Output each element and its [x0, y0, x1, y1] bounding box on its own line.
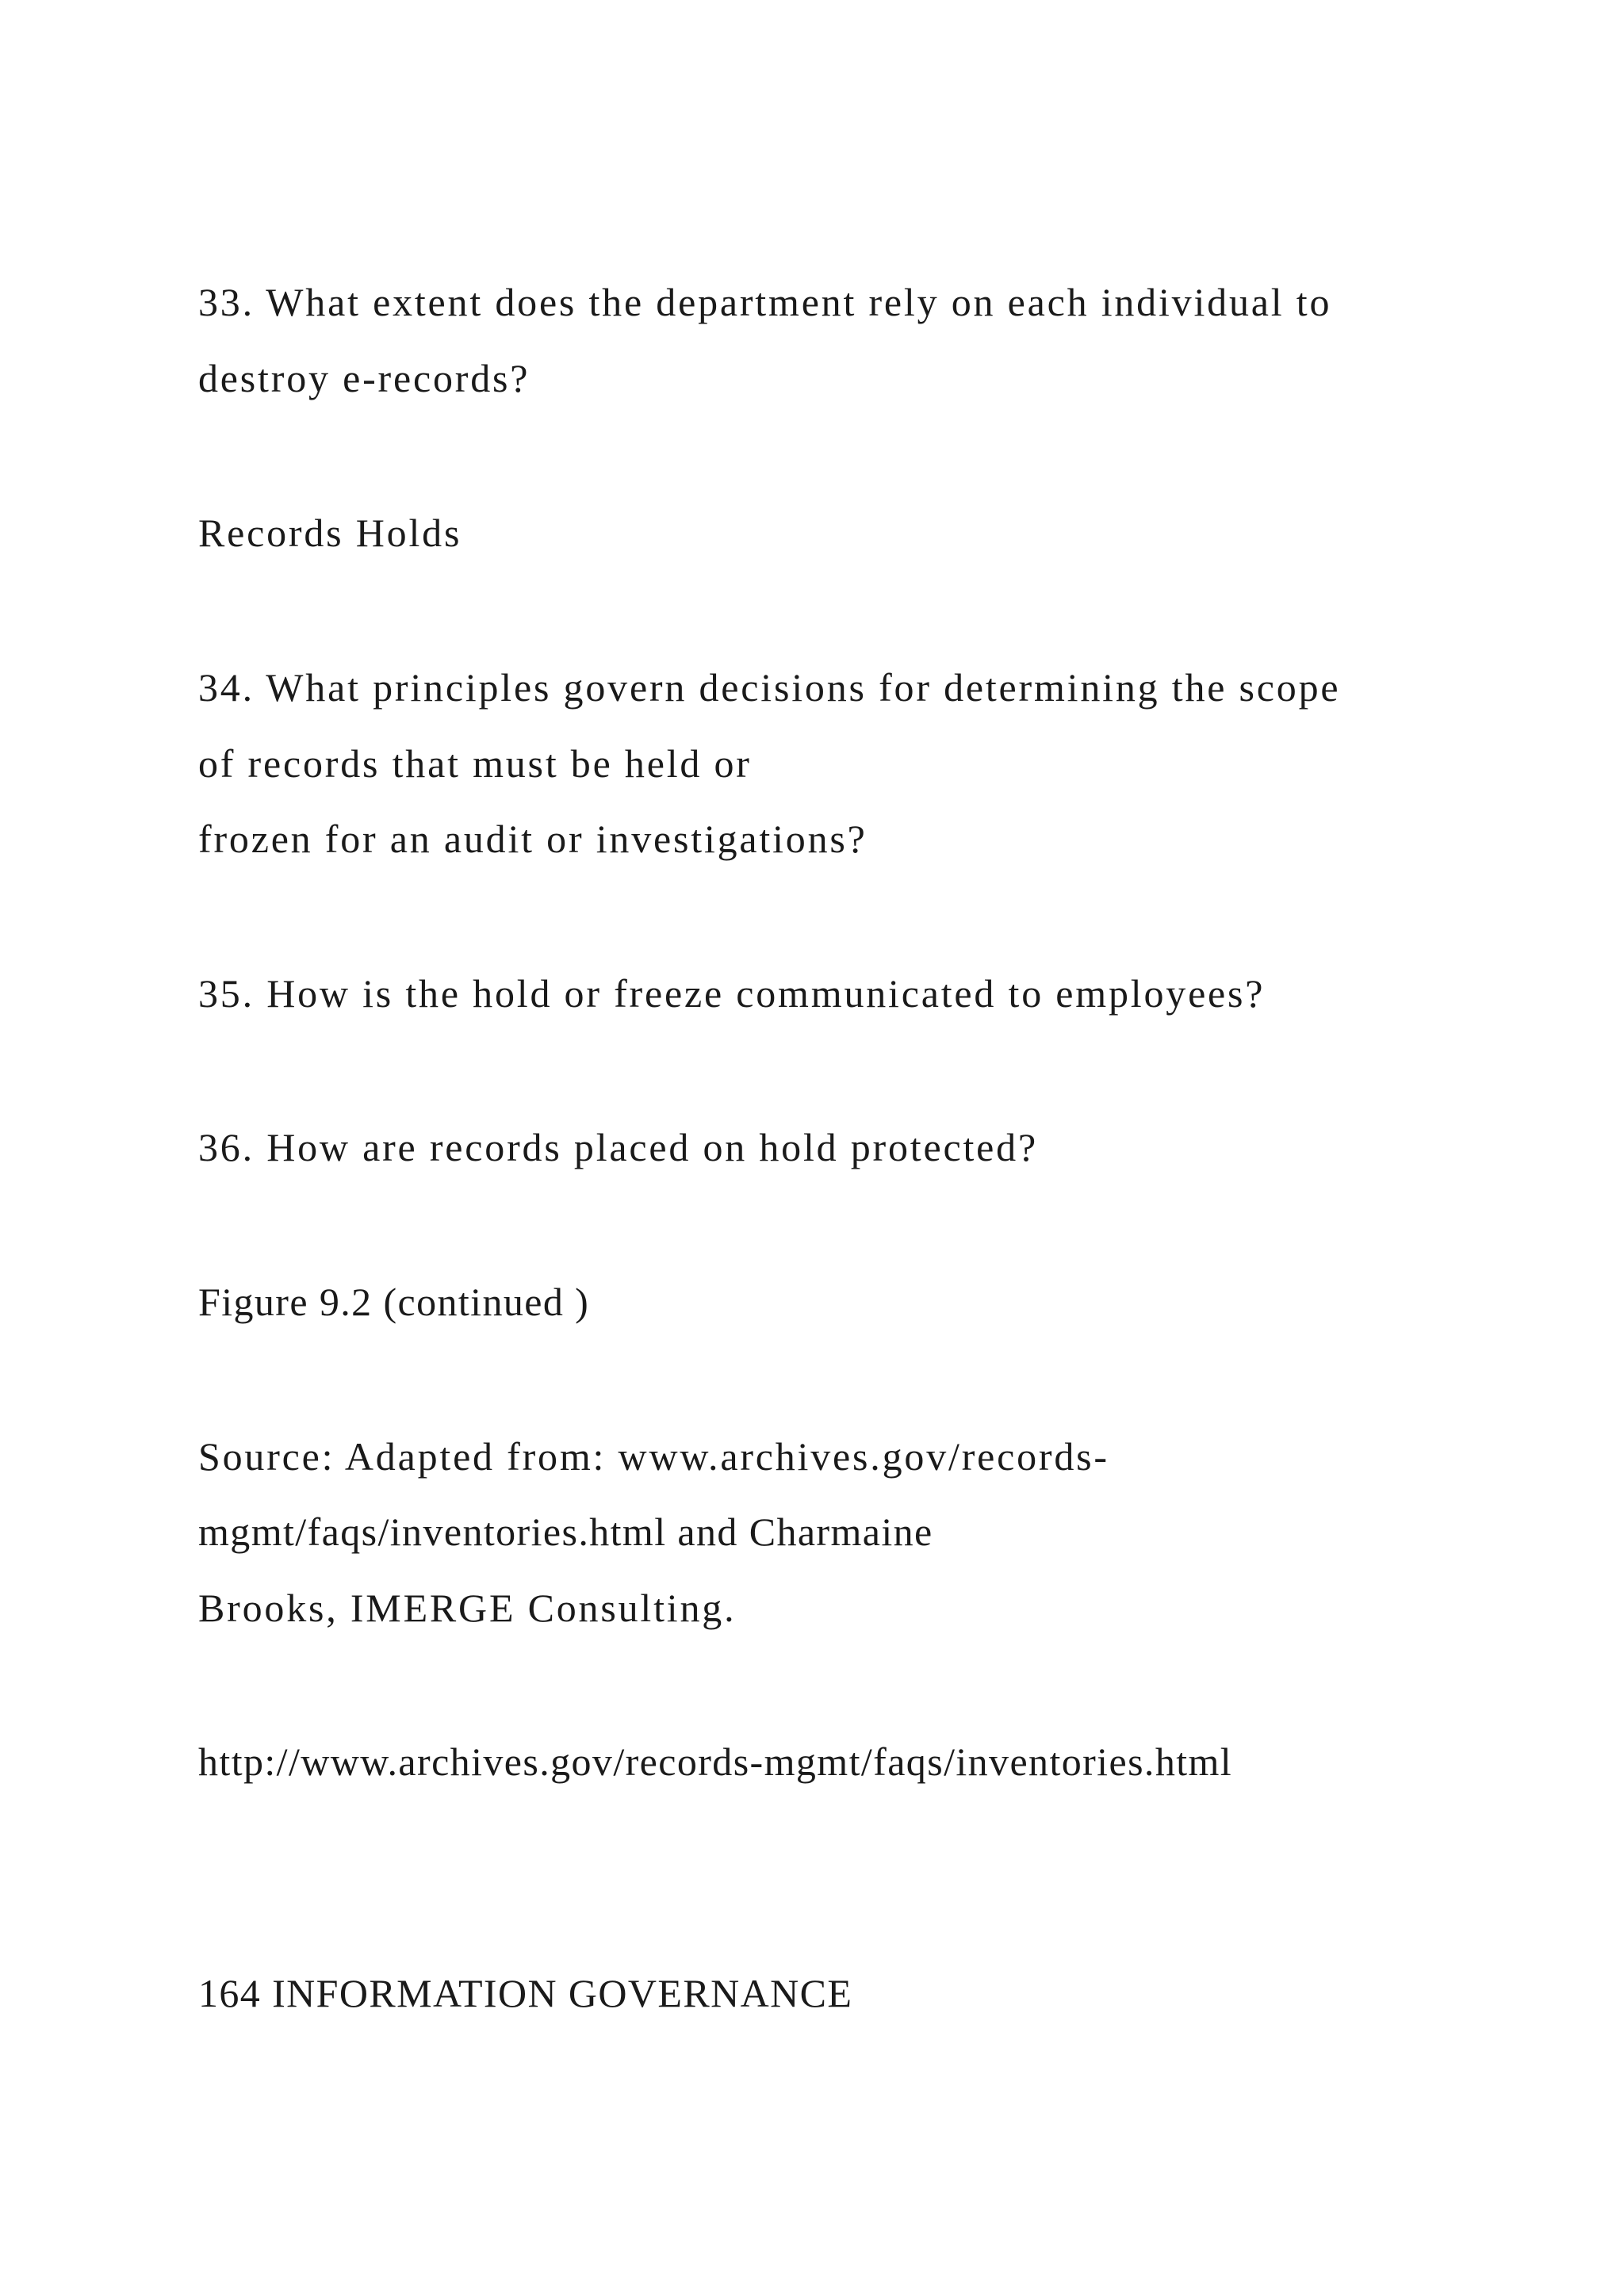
source-line-1: Source: Adapted from: www.archives.gov/records- [198, 1434, 1109, 1479]
question-35: 35. How is the hold or freeze communicated to employees? [198, 971, 1266, 1016]
source-line-3: Brooks, IMERGE Consulting. [198, 1586, 737, 1630]
question-34-line-2: of records that must be held or [198, 741, 752, 786]
archives-link[interactable]: http://www.archives.gov/records-mgmt/faqs/inventories.html [198, 1739, 1233, 1784]
question-34-line-3: frozen for an audit or investigations? [198, 817, 868, 861]
section-heading: Records Holds [198, 511, 462, 555]
archives-link-line [198, 1739, 1232, 1785]
question-34-line-1: 34. What principles govern decisions for determining the scope [198, 665, 1341, 710]
page-footer: 164 INFORMATION GOVERNANCE [198, 1971, 853, 2015]
question-33-line-2: destroy e-records? [198, 356, 530, 400]
question-36: 36. How are records placed on hold protected? [198, 1125, 1038, 1169]
figure-caption: Figure 9.2 (continued ) [198, 1280, 590, 1324]
question-33-line-1: 33. What extent does the department rely on each individual to [198, 280, 1332, 324]
source-line-2: mgmt/faqs/inventories.html and Charmaine [198, 1510, 933, 1554]
